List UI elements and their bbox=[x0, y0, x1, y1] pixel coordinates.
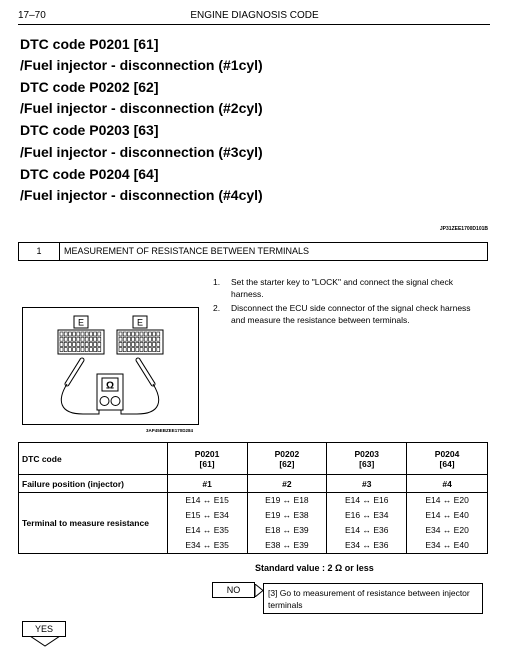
connector-pin bbox=[77, 332, 80, 336]
terminal-pair: E14 ↔ E15 bbox=[185, 495, 229, 505]
heading-injector-3: /Fuel injector - disconnection (#3cyl) bbox=[20, 144, 263, 160]
dtc-code-cell bbox=[327, 443, 407, 475]
resistance-table bbox=[18, 442, 488, 554]
connector-pin bbox=[81, 337, 84, 341]
connector-pin bbox=[89, 332, 92, 336]
connector-label-left: E bbox=[77, 317, 85, 328]
ohmmeter-jack-right bbox=[111, 397, 120, 406]
connector-label-right: E bbox=[136, 317, 144, 328]
connector-pin bbox=[73, 342, 76, 346]
connector-pin bbox=[140, 348, 143, 352]
wire-left bbox=[61, 384, 99, 414]
table-row-failure bbox=[19, 475, 488, 493]
connector-pin bbox=[144, 332, 147, 336]
dtc-code-value: P0203 bbox=[354, 448, 380, 459]
standard-value: Standard value : 2 Ω or less bbox=[255, 563, 374, 573]
connector-pin bbox=[140, 337, 143, 341]
dtc-code-cell bbox=[247, 443, 327, 475]
harness-diagram-svg bbox=[23, 308, 198, 424]
terminal-pair: E18 ↔ E39 bbox=[265, 525, 309, 535]
connector-pin bbox=[148, 342, 151, 346]
step-title: MEASUREMENT OF RESISTANCE BETWEEN TERMINALS bbox=[64, 246, 310, 256]
connector-pin bbox=[89, 342, 92, 346]
connector-pin bbox=[94, 337, 97, 341]
connector-pin bbox=[153, 342, 156, 346]
connector-pin bbox=[64, 332, 67, 336]
section-title: ENGINE DIAGNOSIS CODE bbox=[190, 10, 319, 21]
connector-pin bbox=[77, 342, 80, 346]
terminal-cell bbox=[167, 493, 247, 554]
terminal-pair: E14 ↔ E16 bbox=[345, 495, 389, 505]
step-box bbox=[18, 242, 488, 261]
terminal-pair: E38 ↔ E39 bbox=[265, 540, 309, 550]
connector-pin bbox=[73, 332, 76, 336]
no-button[interactable]: NO bbox=[212, 582, 255, 598]
connector-pin bbox=[60, 332, 63, 336]
wire-right bbox=[121, 384, 159, 414]
probe-right-inner bbox=[138, 360, 153, 384]
connector-pin bbox=[157, 342, 160, 346]
connector-pin bbox=[77, 348, 80, 352]
connector-pin bbox=[153, 337, 156, 341]
table-row-terminals bbox=[19, 493, 488, 554]
heading-dtc-p0203: DTC code P0203 [63] bbox=[20, 122, 159, 138]
connector-pin bbox=[85, 342, 88, 346]
connector-pin bbox=[127, 348, 130, 352]
connector-pin bbox=[98, 342, 101, 346]
dtc-code-number: [64] bbox=[439, 458, 455, 469]
terminal-label: Terminal to measure resistance bbox=[19, 493, 168, 554]
arrow-down-icon bbox=[30, 636, 60, 647]
connector-pin bbox=[98, 348, 101, 352]
terminal-pair: E19 ↔ E18 bbox=[265, 495, 309, 505]
connector-pin bbox=[153, 348, 156, 352]
connector-pin bbox=[98, 332, 101, 336]
terminal-pair: E34 ↔ E20 bbox=[425, 525, 469, 535]
connector-pin bbox=[73, 348, 76, 352]
header-rule bbox=[18, 24, 490, 25]
instruction-text: Set the starter key to "LOCK" and connect the signal check harness. bbox=[231, 277, 453, 299]
instruction-text: Disconnect the ECU side connector of the signal check harness and measure the resistance between terminals. bbox=[231, 303, 471, 325]
connector-pin bbox=[81, 332, 84, 336]
dtc-code-number: [63] bbox=[359, 458, 375, 469]
connector-pin bbox=[60, 337, 63, 341]
connector-pin bbox=[85, 332, 88, 336]
page-number: 17–70 bbox=[18, 10, 46, 21]
connector-pin bbox=[148, 337, 151, 341]
connector-pin bbox=[127, 337, 130, 341]
connector-pin bbox=[98, 337, 101, 341]
instruction-1 bbox=[213, 276, 488, 300]
connector-pin bbox=[127, 332, 130, 336]
terminal-pair: E14 ↔ E36 bbox=[345, 525, 389, 535]
connector-pin bbox=[68, 342, 71, 346]
failure-position-cell: #3 bbox=[327, 475, 407, 493]
terminal-cell bbox=[407, 493, 488, 554]
dtc-code-number: [62] bbox=[279, 458, 295, 469]
ohmmeter-jack-left bbox=[100, 397, 109, 406]
connector-pin bbox=[64, 348, 67, 352]
connector-pin bbox=[144, 348, 147, 352]
dtc-code-value: P0201 bbox=[194, 448, 220, 459]
harness-diagram bbox=[22, 307, 199, 425]
step-number: 1 bbox=[19, 243, 60, 260]
connector-pin bbox=[94, 348, 97, 352]
connector-pin bbox=[157, 348, 160, 352]
connector-pin bbox=[140, 342, 143, 346]
connector-pin bbox=[119, 332, 122, 336]
connector-pin bbox=[119, 342, 122, 346]
connector-pin bbox=[123, 342, 126, 346]
heading-dtc-p0202: DTC code P0202 [62] bbox=[20, 79, 159, 95]
connector-pin bbox=[77, 337, 80, 341]
probe-left-inner bbox=[67, 360, 82, 384]
ohm-icon: Ω bbox=[105, 380, 115, 392]
terminal-pair: E19 ↔ E38 bbox=[265, 510, 309, 520]
connector-pin bbox=[68, 337, 71, 341]
connector-pin bbox=[81, 348, 84, 352]
connector-pin bbox=[89, 348, 92, 352]
connector-pin bbox=[68, 332, 71, 336]
dtc-code-value: P0204 bbox=[434, 448, 460, 459]
terminal-pair: E16 ↔ E34 bbox=[345, 510, 389, 520]
connector-pin bbox=[144, 337, 147, 341]
connector-pin bbox=[60, 348, 63, 352]
connector-pin bbox=[123, 348, 126, 352]
instruction-number: 2. bbox=[213, 303, 221, 313]
terminal-pair: E15 ↔ E34 bbox=[185, 510, 229, 520]
connector-pin bbox=[60, 342, 63, 346]
connector-pin bbox=[136, 337, 139, 341]
terminal-pair: E34 ↔ E36 bbox=[345, 540, 389, 550]
no-destination-link[interactable]: [3] Go to measurement of resistance between injector terminals bbox=[263, 583, 483, 614]
dtc-code-cell bbox=[407, 443, 488, 475]
yes-button[interactable]: YES bbox=[22, 621, 66, 637]
terminal-pair: E34 ↔ E40 bbox=[425, 540, 469, 550]
dtc-code-label: DTC code bbox=[19, 443, 168, 475]
terminal-pair: E34 ↔ E35 bbox=[185, 540, 229, 550]
connector-pin bbox=[157, 337, 160, 341]
connector-pin bbox=[132, 332, 135, 336]
connector-pin bbox=[94, 332, 97, 336]
connector-pin bbox=[81, 342, 84, 346]
terminal-pair: E14 ↔ E40 bbox=[425, 510, 469, 520]
failure-position-cell: #1 bbox=[167, 475, 247, 493]
connector-pin bbox=[140, 332, 143, 336]
figure-code: 3AP45EBZEE170D284 bbox=[146, 428, 194, 433]
terminal-pair: E14 ↔ E35 bbox=[185, 525, 229, 535]
heading-injector-4: /Fuel injector - disconnection (#4cyl) bbox=[20, 187, 263, 203]
connector-pin bbox=[119, 337, 122, 341]
connector-pin bbox=[132, 342, 135, 346]
connector-pin bbox=[64, 342, 67, 346]
dtc-code-value: P0202 bbox=[274, 448, 300, 459]
connector-pin bbox=[157, 332, 160, 336]
dtc-code-cell bbox=[167, 443, 247, 475]
table-row-dtc bbox=[19, 443, 488, 475]
terminal-pair: E14 ↔ E20 bbox=[425, 495, 469, 505]
heading-dtc-p0204: DTC code P0204 [64] bbox=[20, 166, 159, 182]
instruction-number: 1. bbox=[213, 277, 221, 287]
instruction-2 bbox=[213, 302, 488, 326]
connector-pin bbox=[132, 348, 135, 352]
connector-pin bbox=[64, 337, 67, 341]
connector-pin bbox=[119, 348, 122, 352]
connector-pin bbox=[89, 337, 92, 341]
dtc-code-number: [61] bbox=[199, 458, 215, 469]
heading-dtc-p0201: DTC code P0201 [61] bbox=[20, 36, 159, 52]
heading-injector-2: /Fuel injector - disconnection (#2cyl) bbox=[20, 100, 263, 116]
connector-pin bbox=[127, 342, 130, 346]
connector-pin bbox=[148, 348, 151, 352]
connector-pin bbox=[73, 337, 76, 341]
connector-pin bbox=[136, 348, 139, 352]
failure-position-cell: #4 bbox=[407, 475, 488, 493]
connector-pin bbox=[136, 332, 139, 336]
connector-pin bbox=[144, 342, 147, 346]
failure-position-cell: #2 bbox=[247, 475, 327, 493]
connector-pin bbox=[136, 342, 139, 346]
reference-code: JP31ZEE1700D101B bbox=[439, 226, 488, 232]
connector-pin bbox=[85, 348, 88, 352]
connector-pin bbox=[148, 332, 151, 336]
connector-pin bbox=[123, 337, 126, 341]
failure-position-label: Failure position (injector) bbox=[19, 475, 168, 493]
connector-pin bbox=[153, 332, 156, 336]
terminal-cell bbox=[327, 493, 407, 554]
connector-pin bbox=[123, 332, 126, 336]
connector-pin bbox=[132, 337, 135, 341]
connector-pin bbox=[94, 342, 97, 346]
connector-pin bbox=[85, 337, 88, 341]
heading-injector-1: /Fuel injector - disconnection (#1cyl) bbox=[20, 57, 263, 73]
connector-pin bbox=[68, 348, 71, 352]
terminal-cell bbox=[247, 493, 327, 554]
